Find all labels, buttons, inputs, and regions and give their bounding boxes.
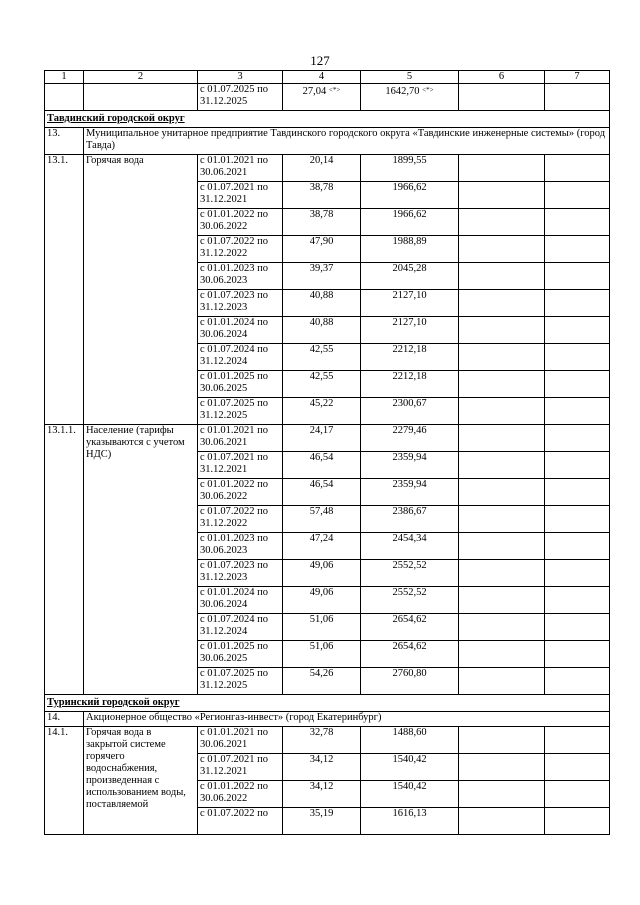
period-cell: с 01.07.2023 по 31.12.2023 <box>198 290 283 317</box>
value-cell: 20,14 <box>283 155 361 182</box>
value-cell: 39,37 <box>283 263 361 290</box>
value-cell: 2279,46 <box>361 425 459 452</box>
empty-cell <box>545 641 610 668</box>
row-label: Горячая вода в закрытой системе горячего водоснабжения, произведенная с использованием воды, поставляемой <box>84 727 198 835</box>
empty-cell <box>545 209 610 236</box>
empty-cell <box>459 209 545 236</box>
table-row <box>45 425 610 452</box>
empty-cell <box>459 236 545 263</box>
period-cell: с 01.07.2025 по 31.12.2025 <box>198 398 283 425</box>
period-cell: с 01.07.2022 по 31.12.2022 <box>198 236 283 263</box>
row-label <box>84 84 198 111</box>
column-header: 3 <box>198 71 283 84</box>
value-cell: 2212,18 <box>361 344 459 371</box>
value-cell: 38,78 <box>283 209 361 236</box>
period-cell: с 01.07.2021 по 31.12.2021 <box>198 452 283 479</box>
organization-number: 13. <box>45 128 84 155</box>
value-cell: 2760,80 <box>361 668 459 695</box>
empty-cell <box>545 344 610 371</box>
value-cell: 2127,10 <box>361 317 459 344</box>
value-cell: 32,78 <box>283 727 361 754</box>
region-row <box>45 111 610 128</box>
header-row <box>45 71 610 84</box>
column-header: 4 <box>283 71 361 84</box>
empty-cell <box>459 754 545 781</box>
period-cell: с 01.07.2025 по 31.12.2025 <box>198 668 283 695</box>
empty-cell <box>545 84 610 111</box>
value-cell: 34,12 <box>283 754 361 781</box>
value-cell: 34,12 <box>283 781 361 808</box>
page-number: 127 <box>310 53 330 68</box>
value-cell: 49,06 <box>283 587 361 614</box>
period-cell: с 01.07.2024 по 31.12.2024 <box>198 614 283 641</box>
value-cell: 46,54 <box>283 452 361 479</box>
value-cell: 47,24 <box>283 533 361 560</box>
empty-cell <box>545 182 610 209</box>
empty-cell <box>545 479 610 506</box>
table-row <box>45 155 610 182</box>
empty-cell <box>459 641 545 668</box>
period-cell: с 01.01.2021 по 30.06.2021 <box>198 425 283 452</box>
period-cell: с 01.01.2023 по 30.06.2023 <box>198 533 283 560</box>
value-cell <box>361 84 459 111</box>
empty-cell <box>459 155 545 182</box>
column-header: 1 <box>45 71 84 84</box>
empty-cell <box>459 614 545 641</box>
organization-name: Акционерное общество «Регионгаз-инвест» (город Екатеринбург) <box>84 712 610 727</box>
organization-row <box>45 128 610 155</box>
period-cell: с 01.01.2024 по 30.06.2024 <box>198 587 283 614</box>
value-cell: 45,22 <box>283 398 361 425</box>
organization-number: 14. <box>45 712 84 727</box>
value-cell: 49,06 <box>283 560 361 587</box>
period-cell: с 01.07.2022 по <box>198 808 283 835</box>
value-cell: 40,88 <box>283 290 361 317</box>
empty-cell <box>459 668 545 695</box>
empty-cell <box>459 344 545 371</box>
empty-cell <box>459 727 545 754</box>
period-cell: с 01.01.2022 по 30.06.2022 <box>198 479 283 506</box>
empty-cell <box>459 781 545 808</box>
empty-cell <box>459 84 545 111</box>
value-cell: 35,19 <box>283 808 361 835</box>
period-cell: с 01.01.2021 по 30.06.2021 <box>198 727 283 754</box>
value-cell: 2359,94 <box>361 452 459 479</box>
region-title: Туринский городской округ <box>45 695 610 712</box>
empty-cell <box>459 479 545 506</box>
empty-cell <box>459 425 545 452</box>
column-header: 7 <box>545 71 610 84</box>
value-cell: 2386,67 <box>361 506 459 533</box>
period-cell: с 01.07.2021 по 31.12.2021 <box>198 182 283 209</box>
empty-cell <box>545 425 610 452</box>
empty-cell <box>459 452 545 479</box>
column-header: 2 <box>84 71 198 84</box>
empty-cell <box>459 317 545 344</box>
value-cell: 51,06 <box>283 614 361 641</box>
empty-cell <box>459 263 545 290</box>
organization-row <box>45 712 610 727</box>
row-number <box>45 84 84 111</box>
value-cell: 38,78 <box>283 182 361 209</box>
period-cell: с 01.07.2022 по 31.12.2022 <box>198 506 283 533</box>
row-label: Горячая вода <box>84 155 198 425</box>
empty-cell <box>545 533 610 560</box>
value-cell: 1488,60 <box>361 727 459 754</box>
row-number: 13.1.1. <box>45 425 84 695</box>
value-cell: 2300,67 <box>361 398 459 425</box>
value-cell: 46,54 <box>283 479 361 506</box>
empty-cell <box>459 290 545 317</box>
value-cell: 2212,18 <box>361 371 459 398</box>
empty-cell <box>459 182 545 209</box>
value-cell: 24,17 <box>283 425 361 452</box>
period-cell: с 01.01.2025 по 30.06.2025 <box>198 371 283 398</box>
empty-cell <box>545 155 610 182</box>
empty-cell <box>459 587 545 614</box>
period-cell: с 01.01.2024 по 30.06.2024 <box>198 317 283 344</box>
empty-cell <box>459 506 545 533</box>
organization-name: Муниципальное унитарное предприятие Тавдинского городского округа «Тавдинские инженерные системы» (город Тавда) <box>84 128 610 155</box>
period-cell: с 01.01.2025 по 30.06.2025 <box>198 641 283 668</box>
empty-cell <box>459 398 545 425</box>
value-cell: 42,55 <box>283 371 361 398</box>
empty-cell <box>545 560 610 587</box>
value-cell: 47,90 <box>283 236 361 263</box>
value-cell: 1540,42 <box>361 754 459 781</box>
value-cell: 2552,52 <box>361 587 459 614</box>
table-row <box>45 727 610 754</box>
empty-cell <box>545 371 610 398</box>
empty-cell <box>545 263 610 290</box>
value-cell: 40,88 <box>283 317 361 344</box>
column-header: 6 <box>459 71 545 84</box>
period-cell: с 01.07.2025 по 31.12.2025 <box>198 84 283 111</box>
value-cell: 2654,62 <box>361 614 459 641</box>
value-cell: 54,26 <box>283 668 361 695</box>
footnote-mark: <*> <box>328 86 341 94</box>
value-cell: 57,48 <box>283 506 361 533</box>
empty-cell <box>545 808 610 835</box>
empty-cell <box>459 533 545 560</box>
period-cell: с 01.01.2022 по 30.06.2022 <box>198 781 283 808</box>
value-cell: 2127,10 <box>361 290 459 317</box>
value-cell: 1540,42 <box>361 781 459 808</box>
value-cell <box>283 84 361 111</box>
period-cell: с 01.01.2023 по 30.06.2023 <box>198 263 283 290</box>
value-text: 1642,70 <box>385 86 420 97</box>
footnote-mark: <*> <box>422 86 434 94</box>
row-label: Население (тарифы указываются с учетом НДС) <box>84 425 198 695</box>
tariff-table <box>44 70 610 835</box>
column-header: 5 <box>361 71 459 84</box>
tariff-table-body <box>45 71 610 835</box>
value-cell: 1988,89 <box>361 236 459 263</box>
value-cell: 1616,13 <box>361 808 459 835</box>
row-number: 14.1. <box>45 727 84 835</box>
value-cell: 1899,55 <box>361 155 459 182</box>
value-cell: 51,06 <box>283 641 361 668</box>
value-cell: 2045,28 <box>361 263 459 290</box>
empty-cell <box>459 560 545 587</box>
value-cell: 2454,34 <box>361 533 459 560</box>
empty-cell <box>545 587 610 614</box>
period-cell: с 01.07.2021 по 31.12.2021 <box>198 754 283 781</box>
empty-cell <box>545 727 610 754</box>
period-cell: с 01.07.2023 по 31.12.2023 <box>198 560 283 587</box>
empty-cell <box>545 668 610 695</box>
region-row <box>45 695 610 712</box>
value-cell: 2359,94 <box>361 479 459 506</box>
value-cell: 2552,52 <box>361 560 459 587</box>
value-cell: 1966,62 <box>361 209 459 236</box>
empty-cell <box>545 754 610 781</box>
period-cell: с 01.07.2024 по 31.12.2024 <box>198 344 283 371</box>
empty-cell <box>545 506 610 533</box>
value-cell: 42,55 <box>283 344 361 371</box>
empty-cell <box>545 236 610 263</box>
empty-cell <box>545 614 610 641</box>
empty-cell <box>545 290 610 317</box>
value-cell: 1966,62 <box>361 182 459 209</box>
table-row <box>45 84 610 111</box>
region-title: Тавдинский городской округ <box>45 111 610 128</box>
period-cell: с 01.01.2022 по 30.06.2022 <box>198 209 283 236</box>
empty-cell <box>459 371 545 398</box>
empty-cell <box>545 317 610 344</box>
period-cell: с 01.01.2021 по 30.06.2021 <box>198 155 283 182</box>
value-cell: 2654,62 <box>361 641 459 668</box>
empty-cell <box>545 452 610 479</box>
empty-cell <box>545 781 610 808</box>
value-text: 27,04 <box>302 86 327 97</box>
empty-cell <box>459 808 545 835</box>
row-number: 13.1. <box>45 155 84 425</box>
empty-cell <box>545 398 610 425</box>
